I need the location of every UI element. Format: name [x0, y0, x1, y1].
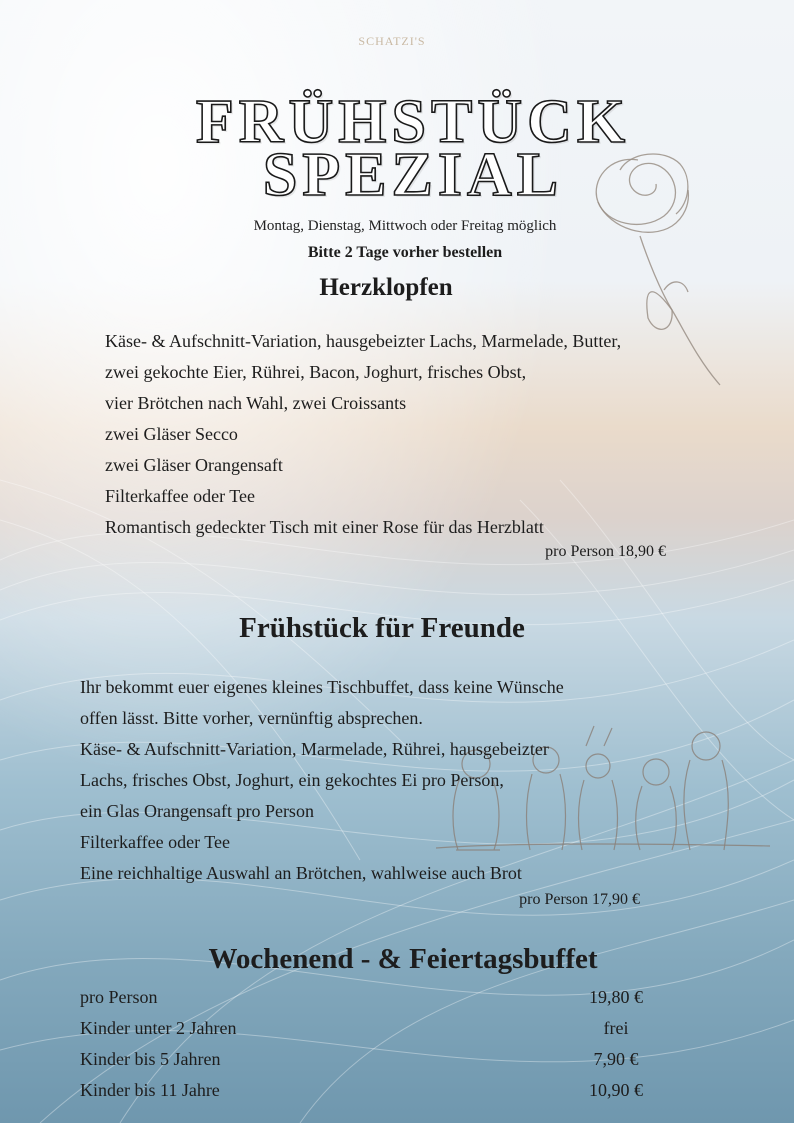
- table-row: [80, 982, 646, 1013]
- table-row: [80, 1075, 646, 1106]
- list-item: Filterkaffee oder Tee: [105, 486, 256, 506]
- herzklopfen-price: pro Person 18,90 €: [545, 543, 666, 560]
- title-line-1: FRÜHSTÜCK: [195, 88, 631, 156]
- freunde-price: pro Person 17,90 €: [519, 891, 640, 908]
- row-label: Kinder bis 5 Jahren: [80, 1049, 221, 1069]
- list-item: ein Glas Orangensaft pro Person: [80, 801, 314, 821]
- list-item: Ihr bekommt euer eigenes kleines Tischbuffet, dass keine Wünsche: [80, 677, 564, 697]
- row-label: Kinder bis 11 Jahre: [80, 1080, 220, 1100]
- row-value: 19,80 €: [589, 987, 643, 1007]
- list-item: zwei gekochte Eier, Rührei, Bacon, Joghurt, frisches Obst,: [105, 362, 527, 382]
- available-days: Montag, Dienstag, Mittwoch oder Freitag möglich: [253, 218, 557, 234]
- list-item: offen lässt. Bitte vorher, vernünftig absprechen.: [80, 708, 423, 728]
- brand-name: SCHATZI'S: [358, 34, 426, 48]
- row-value: frei: [603, 1018, 629, 1038]
- freunde-items: [80, 672, 564, 889]
- row-label: Kinder unter 2 Jahren: [80, 1018, 237, 1038]
- table-row: [80, 1013, 646, 1044]
- row-value: 7,90 €: [593, 1049, 639, 1069]
- list-item: Romantisch gedeckter Tisch mit einer Rose für das Herzblatt: [105, 517, 544, 537]
- list-item: vier Brötchen nach Wahl, zwei Croissants: [105, 393, 407, 413]
- title-line-2: SPEZIAL: [262, 141, 564, 209]
- list-item: zwei Gläser Orangensaft: [105, 455, 283, 475]
- table-row: [80, 1044, 646, 1075]
- row-value: 10,90 €: [589, 1080, 643, 1100]
- list-item: Lachs, frisches Obst, Joghurt, ein gekochtes Ei pro Person,: [80, 770, 504, 790]
- advance-notice: Bitte 2 Tage vorher bestellen: [307, 244, 503, 261]
- list-item: Eine reichhaltige Auswahl an Brötchen, wahlweise auch Brot: [80, 863, 522, 883]
- buffet-heading: Wochenend - & Feiertagsbuffet: [208, 943, 598, 975]
- list-item: zwei Gläser Secco: [105, 424, 238, 444]
- row-label: pro Person: [80, 987, 158, 1007]
- freunde-heading: Frühstück für Freunde: [239, 612, 525, 644]
- buffet-price-table: [80, 982, 646, 1106]
- herzklopfen-items: [105, 326, 621, 543]
- list-item: Käse- & Aufschnitt-Variation, Marmelade, Rührei, hausgebeizter: [80, 739, 549, 759]
- herzklopfen-heading: Herzklopfen: [319, 274, 453, 301]
- list-item: Filterkaffee oder Tee: [80, 832, 231, 852]
- list-item: Käse- & Aufschnitt-Variation, hausgebeizter Lachs, Marmelade, Butter,: [105, 331, 622, 351]
